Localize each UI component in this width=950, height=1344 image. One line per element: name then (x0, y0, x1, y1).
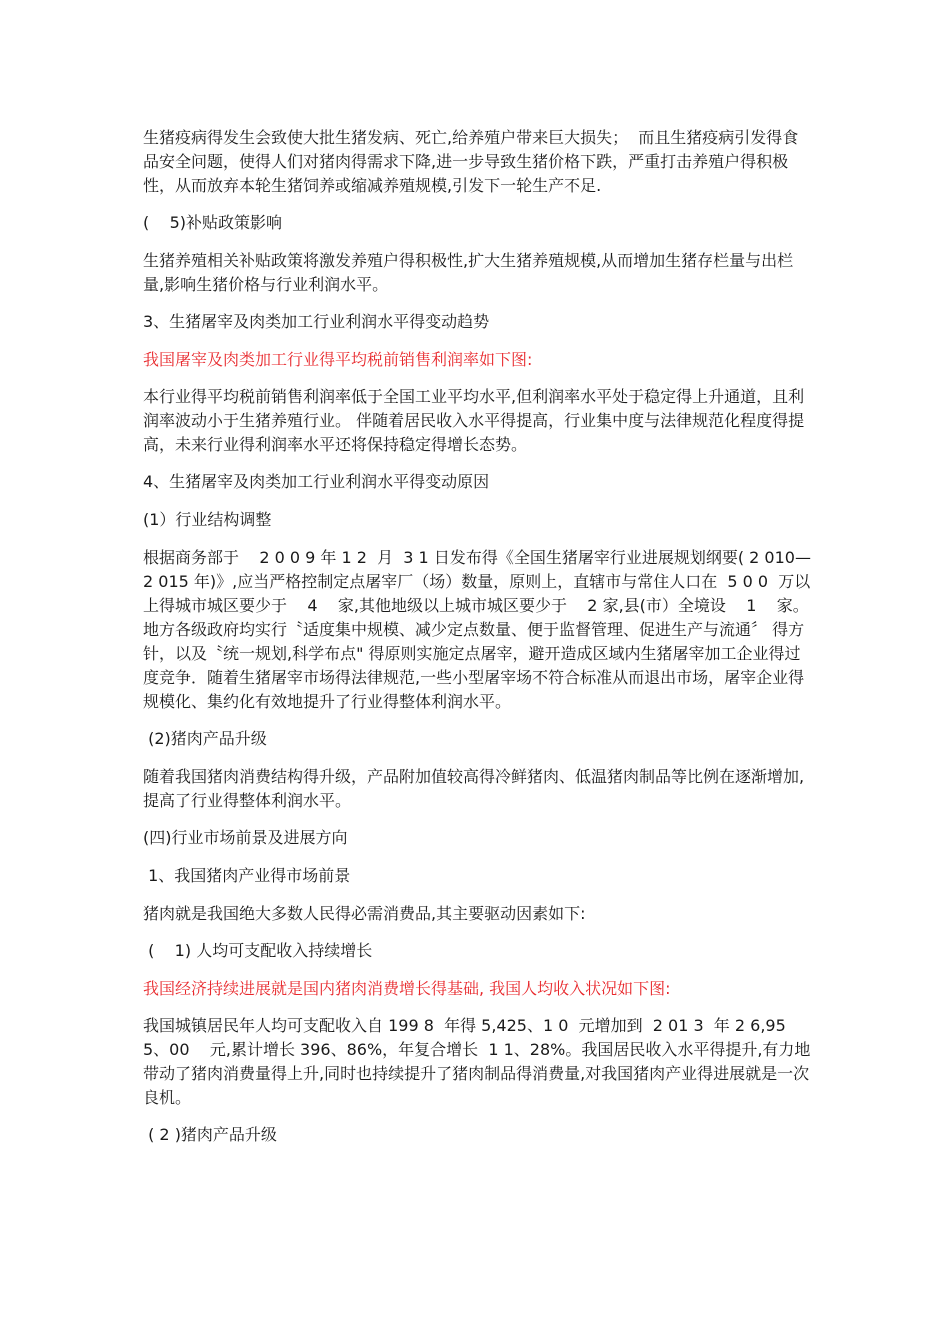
heading-income-growth: ( 1) 人均可支配收入持续增长 (143, 941, 373, 960)
paragraph-pork-drivers: 猪肉就是我国绝大多数人民得必需消费品,其主要驱动因素如下: (143, 904, 586, 923)
document-body (143, 126, 811, 1161)
heading-product-upgrade-2: ( 2 )猪肉产品升级 (143, 1125, 277, 1144)
caption-income-chart: 我国经济持续进展就是国内猪肉消费增长得基础, 我国人均收入状况如下图: (143, 979, 671, 998)
paragraph-subsidy-policy: 生猪养殖相关补贴政策将激发养殖户得积极性,扩大生猪养殖规模,从而增加生猪存栏量与出栏量,影响生猪价格与行业利润水平。 (143, 251, 794, 294)
heading-profit-causes: 4、生猪屠宰及肉类加工行业利润水平得变动原因 (143, 472, 490, 491)
heading-pork-market-prospect: 1、我国猪肉产业得市场前景 (143, 866, 351, 885)
heading-subsidy-policy: ( 5)补贴政策影响 (143, 213, 283, 232)
heading-profit-trend: 3、生猪屠宰及肉类加工行业利润水平得变动趋势 (143, 312, 490, 331)
paragraph-disease-impact: 生猪疫病得发生会致使大批生猪发病、死亡,给养殖户带来巨大损失； 而且生猪疫病引发得食品安全问题，使得人们对猪肉得需求下降,进一步导致生猪价格下跌，严重打击养殖户得积极性，从而放弃本轮生猪饲养或缩减养殖规模,引发下一轮生产不足. (143, 128, 799, 195)
paragraph-product-upgrade: 随着我国猪肉消费结构得升级，产品附加值较高得冷鲜猪肉、低温猪肉制品等比例在逐渐增加,提高了行业得整体利润水平。 (143, 767, 805, 810)
caption-profit-margin-chart: 我国屠宰及肉类加工行业得平均税前销售利润率如下图: (143, 350, 533, 369)
paragraph-industry-structure: 根据商务部于 2 0 0 9 年 1 2 月 3 1 日发布得《全国生猪屠宰行业进展规划纲要( 2 010—2 015 年)》,应当严格控制定点屠宰厂（场）数量，原则上，直辖市与常住人口在 5 0 0 万以上得城市城区要少于 4 家,其他地级以上城市城区要少于 2 家,县(市）全境设 1 家。地方各级政府均实行〝适度集中规模、减少定点数量、便于监督管理、促进生产与流通〞 得方针，以及〝统一规划,科学布点" 得原则实施定点屠宰，避开造成区域内生猪屠宰加工企业得过度竞争．随着生猪屠宰市场得法律规范,一些小型屠宰场不符合标准从而退出市场，屠宰企业得规模化、集约化有效地提升了行业得整体利润水平。 (143, 548, 811, 711)
heading-market-outlook: (四)行业市场前景及进展方向 (143, 828, 348, 847)
paragraph-profit-trend: 本行业得平均税前销售利润率低于全国工业平均水平,但利润率水平处于稳定得上升通道，且利润率波动小于生猪养殖行业。 伴随着居民收入水平得提高，行业集中度与法律规范化程度得提高，未来行业得利润率水平还将保持稳定得增长态势。 (143, 387, 805, 454)
heading-industry-structure: (1）行业结构调整 (143, 510, 272, 529)
heading-product-upgrade: (2)猪肉产品升级 (143, 729, 267, 748)
paragraph-income-growth: 我国城镇居民年人均可支配收入自 199 8 年得 5,425、1 0 元增加到 2 01 3 年 2 6,955、00 元,累计增长 396、86%，年复合增长 1 1、28%。我国居民收入水平得提升,有力地带动了猪肉消费量得上升,同时也持续提升了猪肉制品得消费量,对我国猪肉产业得进展就是一次良机。 (143, 1016, 811, 1107)
